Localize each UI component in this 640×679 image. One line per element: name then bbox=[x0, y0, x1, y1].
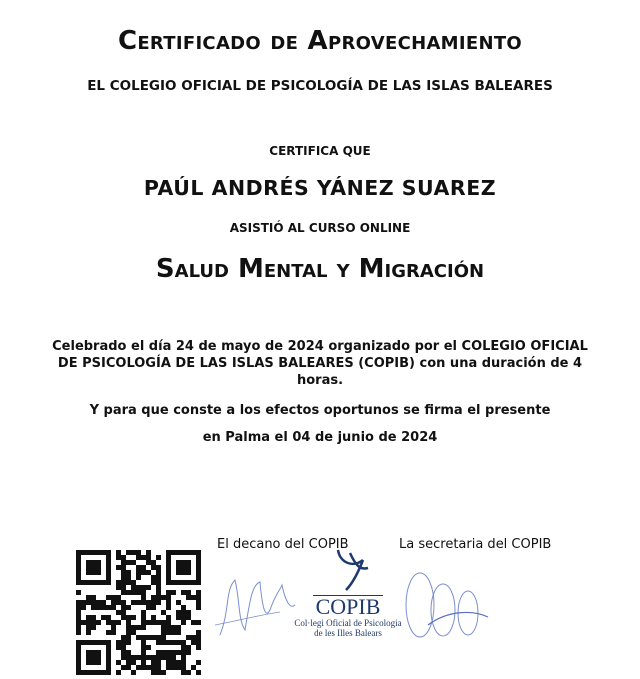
place-date: en Palma el 04 de junio de 2024 bbox=[202, 430, 438, 445]
dean-label: El decano del COPIB bbox=[217, 537, 349, 552]
qr-code bbox=[76, 550, 201, 679]
course-title: Salud Mental y Migración bbox=[155, 254, 485, 284]
closing-text: Y para que conste a los efectos oportunos se firma el presente bbox=[89, 403, 551, 418]
certificate-title: Certificado de Aprovechamiento bbox=[117, 26, 523, 56]
secretary-signature bbox=[398, 555, 498, 640]
dean-signature bbox=[210, 570, 300, 640]
copib-emblem-icon bbox=[318, 548, 378, 593]
issuer-name: EL COLEGIO OFICIAL DE PSICOLOGÍA DE LAS ISLAS BALEARES bbox=[87, 78, 553, 94]
copib-logo: COPIB Col·legi Oficial de Psicologia de les Illes Balears bbox=[288, 548, 408, 640]
course-details: Celebrado el día 24 de mayo de 2024 organizado por el COLEGIO OFICIAL DE PSICOLOGÍA DE LAS ISLAS BALEARES (COPIB) con una duración de 4 horas. bbox=[52, 339, 588, 388]
secretary-label: La secretaria del COPIB bbox=[399, 537, 552, 552]
attended-label: ASISTIÓ AL CURSO ONLINE bbox=[229, 221, 411, 235]
recipient-name: PAÚL ANDRÉS YÁNEZ SUAREZ bbox=[143, 176, 497, 200]
certifies-label: CERTIFICA QUE bbox=[269, 144, 371, 158]
